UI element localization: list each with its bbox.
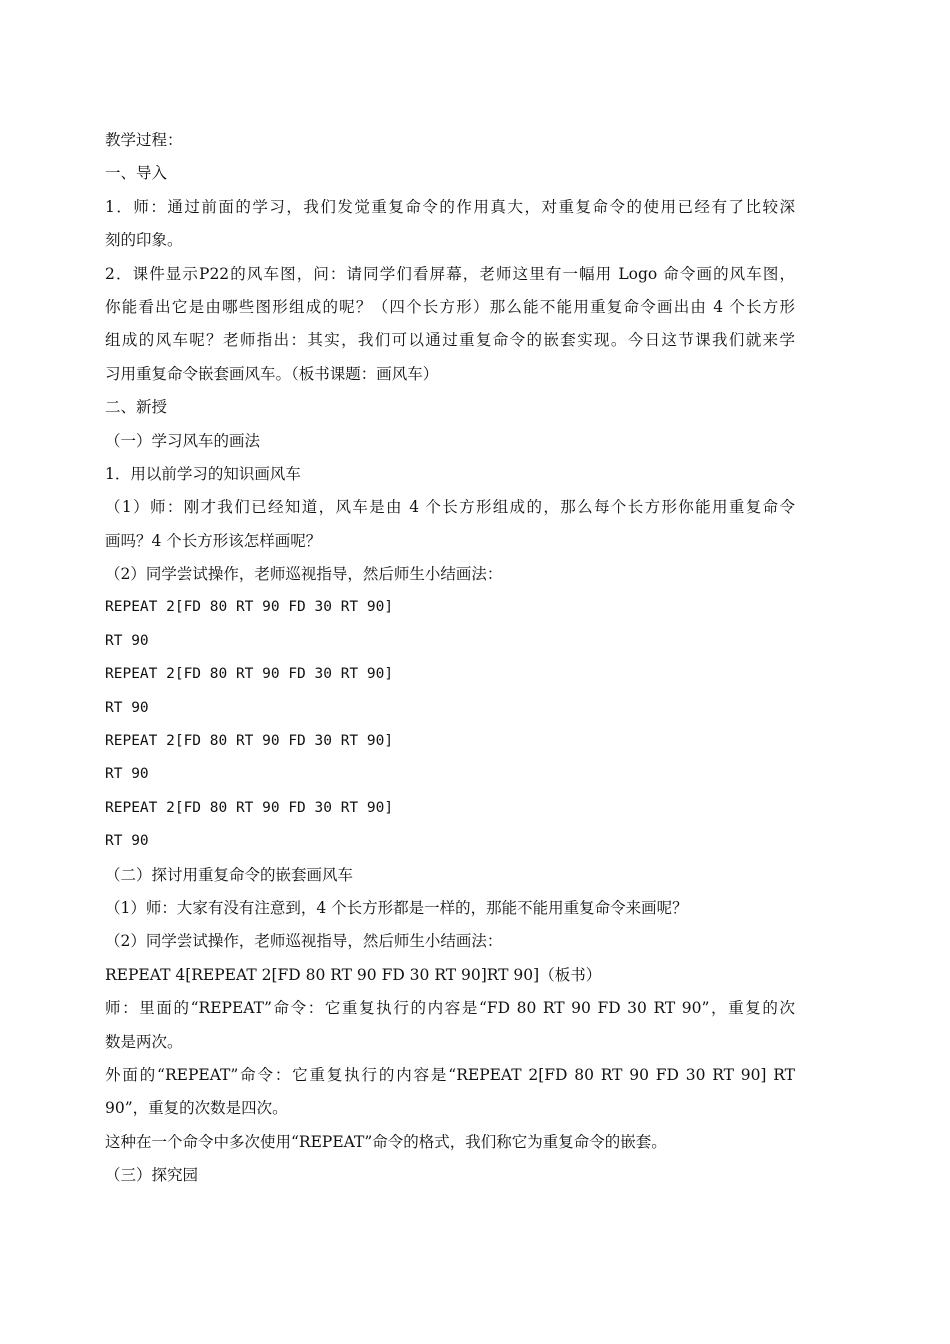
code-line: RT 90 — [105, 833, 149, 850]
subheading-exploration: （三）探究园 — [105, 1166, 199, 1185]
step-2-1: （1）师：大家有没有注意到，4 个长方形都是一样的，那能不能用重复命令来画呢？ — [105, 898, 688, 917]
explanation-inner-line-2: 数是两次。 — [105, 1032, 183, 1051]
explanation-outer-line-1: 外面的“REPEAT”命令：它重复执行的内容是“REPEAT 2[FD 80 RT 90 FD 30 RT 90] RT — [105, 1065, 795, 1084]
paragraph-1-line-1: 1．师：通过前面的学习，我们发觉重复命令的作用真大，对重复命令的使用已经有了比较深 — [105, 197, 795, 216]
paragraph-2-line-3: 组成的风车呢？老师指出：其实，我们可以通过重复命令的嵌套实现。今日这节课我们就来学 — [105, 331, 795, 350]
explanation-outer-line-2: 90”，重复的次数是四次。 — [105, 1099, 288, 1118]
step-1-heading: 1．用以前学习的知识画风车 — [105, 464, 301, 483]
step-1-2: （2）同学尝试操作，老师巡视指导，然后师生小结画法： — [105, 565, 503, 584]
explanation-inner-line-1: 师：里面的“REPEAT”命令：它重复执行的内容是“FD 80 RT 90 FD 30 RT 90”，重复的次 — [105, 999, 795, 1018]
nested-code-line: REPEAT 4[REPEAT 2[FD 80 RT 90 FD 30 RT 90]RT 90]（板书） — [105, 965, 602, 984]
code-line: RT 90 — [105, 699, 149, 716]
code-line: REPEAT 2[FD 80 RT 90 FD 30 RT 90] — [105, 733, 394, 750]
step-1-1-line-1: （1）师：刚才我们已经知道，风车是由 4 个长方形组成的，那么每个长方形你能用重复命令 — [105, 498, 795, 517]
code-line: REPEAT 2[FD 80 RT 90 FD 30 RT 90] — [105, 799, 394, 816]
code-line: REPEAT 2[FD 80 RT 90 FD 30 RT 90] — [105, 599, 394, 616]
nesting-definition: 这种在一个命令中多次使用“REPEAT”命令的格式，我们称它为重复命令的嵌套。 — [105, 1132, 667, 1151]
subheading-nested-repeat: （二）探讨用重复命令的嵌套画风车 — [105, 865, 354, 884]
section-heading-process: 教学过程： — [105, 131, 183, 149]
code-line: REPEAT 2[FD 80 RT 90 FD 30 RT 90] — [105, 666, 394, 683]
code-line: RT 90 — [105, 766, 149, 783]
paragraph-2-line-1: 2．课件显示P22的风车图，问：请同学们看屏幕，老师这里有一幅用 Logo 命令画的风车图， — [105, 264, 795, 283]
lesson-body — [105, 124, 795, 1193]
paragraph-1-line-2: 刻的印象。 — [105, 231, 183, 250]
step-1-1-line-2: 画吗？4 个长方形该怎样画呢？ — [105, 531, 322, 550]
step-2-2: （2）同学尝试操作，老师巡视指导，然后师生小结画法： — [105, 932, 503, 951]
heading-introduction: 一、导入 — [105, 164, 168, 183]
code-line: RT 90 — [105, 632, 149, 649]
paragraph-2-line-4: 习用重复命令嵌套画风车。（板书课题：画风车） — [105, 364, 439, 383]
heading-new-lesson: 二、新授 — [105, 398, 168, 417]
paragraph-2-line-2: 你能看出它是由哪些图形组成的呢？（四个长方形）那么能不能用重复命令画出由 4 个长方形 — [105, 297, 795, 316]
subheading-windmill-method: （一）学习风车的画法 — [105, 431, 261, 450]
